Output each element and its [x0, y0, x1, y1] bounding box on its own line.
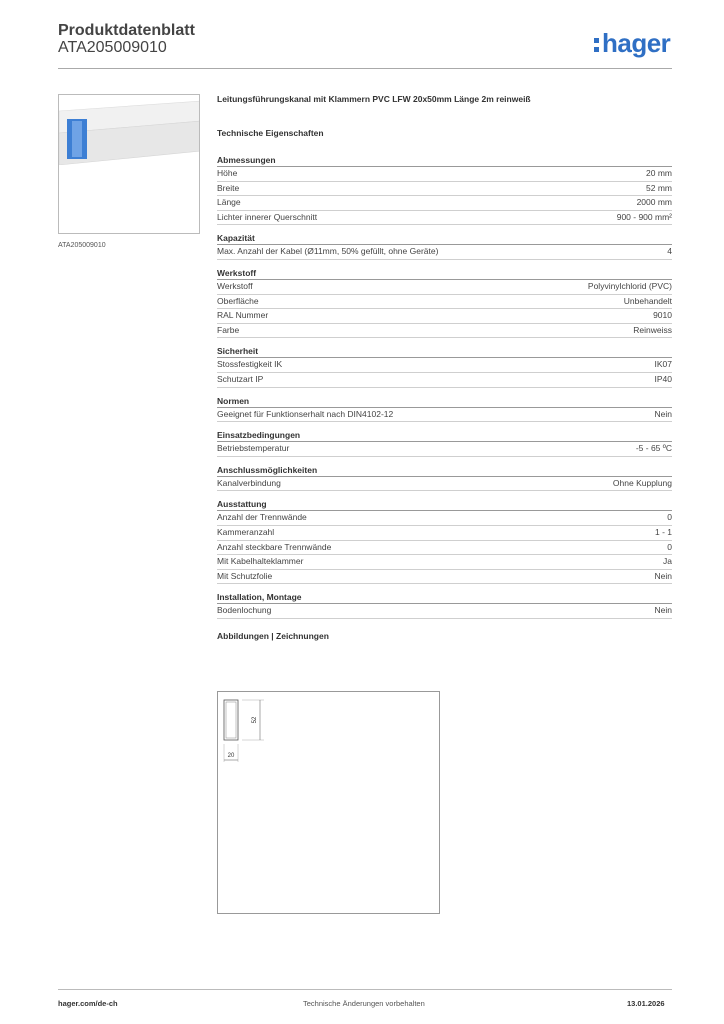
spec-row: [217, 511, 672, 526]
spec-groups: [217, 155, 672, 619]
spec-label: Farbe: [217, 324, 240, 335]
spec-row: [217, 373, 672, 388]
width-dimension-label: 20: [227, 753, 235, 759]
spec-label: RAL Nummer: [217, 310, 269, 321]
spec-row: [217, 167, 672, 182]
spec-row: [217, 442, 672, 457]
spec-group: [217, 346, 672, 387]
logo-colon-icon: [594, 37, 600, 53]
spec-value: Unbehandelt: [623, 295, 672, 306]
logo-text: hager: [602, 28, 671, 58]
spec-group-title: Sicherheit: [217, 346, 672, 358]
spec-value: 1 - 1: [654, 526, 672, 537]
spec-group-title: Abmessungen: [217, 155, 672, 167]
spec-group: [217, 155, 672, 225]
spec-row: [217, 604, 672, 619]
spec-group-title: Einsatzbedingungen: [217, 430, 672, 442]
spec-group: [217, 499, 672, 584]
spec-value: 4: [667, 246, 672, 257]
cable-duct-icon: [59, 95, 200, 234]
spec-label: Höhe: [217, 168, 238, 178]
spec-value: Polyvinylchlorid (PVC): [587, 280, 672, 291]
spec-label: Geeignet für Funktionserhalt nach DIN4102-12: [217, 408, 394, 419]
spec-group-title: Normen: [217, 396, 672, 408]
footer-divider: [58, 989, 672, 990]
spec-row: [217, 555, 672, 570]
spec-value: Nein: [654, 570, 672, 581]
spec-group: [217, 592, 672, 619]
spec-label: Kammeranzahl: [217, 526, 275, 537]
spec-value: -5 - 65 ºC: [635, 443, 672, 454]
spec-row: [217, 309, 672, 324]
footer-disclaimer: Technische Änderungen vorbehalten: [303, 999, 425, 1008]
spec-value: 2000 mm: [636, 197, 672, 208]
spec-group-title: Installation, Montage: [217, 592, 672, 604]
spec-row: [217, 182, 672, 197]
spec-label: Länge: [217, 197, 241, 208]
spec-value: IP40: [654, 373, 672, 384]
spec-value: Nein: [654, 605, 672, 616]
product-image: [58, 94, 200, 234]
spec-row: [217, 477, 672, 492]
drawings-title: Abbildungen | Zeichnungen: [217, 630, 329, 641]
spec-label: Kanalverbindung: [217, 477, 281, 488]
section-title: Technische Eigenschaften: [217, 128, 324, 138]
spec-group: [217, 430, 672, 457]
image-caption: ATA205009010: [58, 242, 106, 249]
spec-label: Mit Kabelhalteklammer: [217, 556, 304, 567]
product-name: Leitungsführungskanal mit Klammern PVC LFW 20x50mm Länge 2m reinweiß: [217, 94, 531, 104]
spec-row: [217, 408, 672, 423]
spec-value: 20 mm: [646, 168, 672, 178]
spec-row: [217, 358, 672, 373]
page-title: Produktdatenblatt: [58, 22, 195, 39]
spec-value: 0: [667, 512, 672, 523]
spec-group-title: Ausstattung: [217, 499, 672, 511]
spec-value: 9010: [653, 310, 672, 321]
footer-date: 13.01.2026: [627, 999, 665, 1008]
header-divider: [58, 68, 672, 69]
spec-group-title: Anschlussmöglichkeiten: [217, 465, 672, 477]
spec-group: [217, 396, 672, 423]
spec-label: Anzahl der Trennwände: [217, 512, 307, 523]
technical-drawing: [217, 691, 440, 914]
spec-group: [217, 233, 672, 260]
spec-label: Breite: [217, 182, 240, 193]
spec-row: [217, 324, 672, 339]
height-dimension-label: 52: [252, 716, 258, 724]
spec-group: [217, 268, 672, 338]
spec-value: 52 mm: [646, 182, 672, 193]
spec-value: Ohne Kupplung: [612, 477, 672, 488]
hager-logo: [594, 28, 670, 59]
spec-label: Schutzart IP: [217, 373, 264, 384]
spec-value: Nein: [654, 408, 672, 419]
spec-row: [217, 541, 672, 556]
spec-label: Anzahl steckbare Trennwände: [217, 541, 332, 552]
spec-value: Ja: [663, 556, 672, 567]
spec-label: Werkstoff: [217, 280, 253, 291]
spec-row: [217, 570, 672, 585]
footer-website-link[interactable]: hager.com/de-ch: [58, 999, 118, 1008]
spec-group: [217, 465, 672, 492]
spec-group-title: Kapazität: [217, 233, 672, 245]
cross-section-drawing: [218, 692, 439, 913]
spec-group-title: Werkstoff: [217, 268, 672, 280]
spec-value: IK07: [654, 359, 672, 370]
spec-value: 0: [667, 541, 672, 552]
spec-row: [217, 526, 672, 541]
spec-row: [217, 196, 672, 211]
spec-label: Bodenlochung: [217, 605, 272, 616]
spec-label: Betriebstemperatur: [217, 443, 290, 454]
spec-label: Stossfestigkeit IK: [217, 359, 283, 370]
spec-label: Lichter innerer Querschnitt: [217, 211, 318, 222]
spec-row: [217, 211, 672, 226]
spec-row: [217, 295, 672, 310]
spec-row: [217, 280, 672, 295]
product-code: ATA205009010: [58, 39, 167, 56]
spec-label: Max. Anzahl der Kabel (Ø11mm, 50% gefüllt, ohne Geräte): [217, 246, 439, 257]
spec-label: Oberfläche: [217, 295, 259, 306]
spec-label: Mit Schutzfolie: [217, 570, 273, 581]
specification-content: [217, 94, 672, 645]
spec-value: 900 - 900 mm²: [616, 211, 672, 222]
spec-row: [217, 245, 672, 260]
spec-value: Reinweiss: [633, 324, 672, 335]
